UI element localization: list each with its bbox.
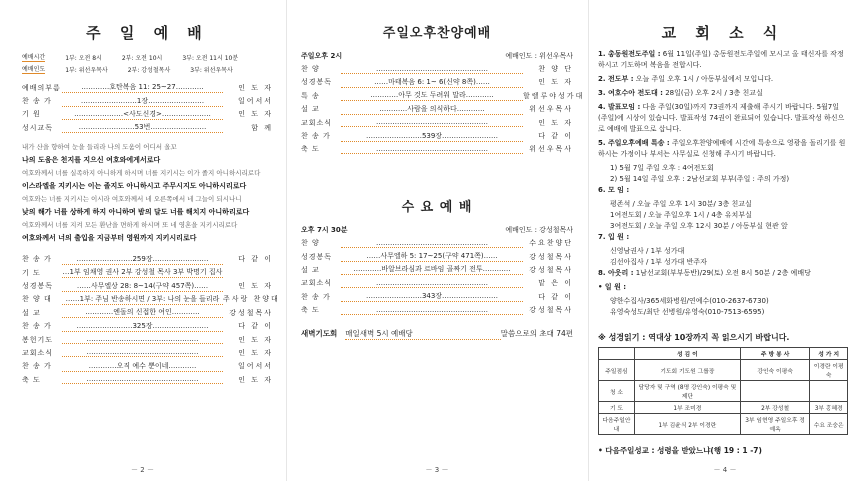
order-row	[301, 129, 573, 142]
order-label: 성시교독	[22, 123, 54, 132]
dawn-prayer	[301, 327, 573, 340]
order-row	[301, 76, 573, 89]
service-times	[22, 51, 273, 75]
page-number: － 4 －	[713, 466, 737, 474]
order-content: …………바알브라심과 르바임 골짜기 전투…………	[341, 264, 523, 275]
table-cell	[810, 381, 848, 402]
news-item: 6. 모 임 :	[598, 186, 630, 194]
news-sub-list	[598, 296, 848, 318]
order-label: 교회소식	[22, 348, 54, 357]
order-leader: 인 도 자	[238, 348, 273, 357]
order-content: ……사무엘상 28: 8~14(구약 457쪽)……	[62, 281, 223, 292]
order-content: …………………………………………	[341, 145, 523, 154]
order-label: 설 교	[301, 265, 320, 274]
responsive-reading	[22, 141, 273, 245]
news-item: • 일 원 :	[598, 283, 627, 291]
reading-line: 여호와께서 너를 실족하지 아니하게 하시며 너를 지키시는 이가 졸지 아니하시리로다	[22, 168, 261, 177]
reading-line: 이스라엘을 지키시는 이는 졸지도 아니하시고 주무시지도 아니하시리로다	[22, 181, 247, 190]
order-leader: 강성철목사	[229, 308, 273, 317]
order-leader: 수요찬양단	[529, 239, 573, 248]
page-number: － 2 －	[131, 466, 154, 474]
order-label: 찬 송 가	[22, 97, 52, 106]
service-label: 예배인도	[22, 66, 46, 73]
reading-line: 나의 도움은 천지를 지으신 여호와에게서로다	[22, 155, 161, 164]
table-cell: 청 소	[599, 381, 635, 402]
sub-line: 김선아집사 / 1부 성가대 반주자	[610, 258, 707, 266]
service-leader: 예배인도 : 강성철목사	[505, 225, 573, 234]
order-row	[22, 320, 273, 333]
service-leader: 예배인도 : 위선우목사	[505, 51, 573, 60]
dawn-note: 말씀으로의 초대 74편	[500, 329, 573, 339]
order-label: 찬 송 가	[22, 362, 52, 371]
order-leader: 주사랑 찬양대	[223, 295, 280, 304]
service-item: 2부: 강성철목사	[127, 66, 171, 74]
order-leader: 강성철목사	[529, 306, 573, 315]
order-label: 설 교	[22, 308, 41, 317]
news-item: 8. 아웃리 : 1남선교회(부부동반)/29(토) 오전 8시 50분 / 2층 예배당	[598, 269, 811, 277]
order-leader: 인 도 자	[238, 375, 273, 384]
order-content: …………사람을 의식하다…………	[341, 104, 523, 115]
order-row	[22, 373, 273, 386]
order-leader: 인 도 자	[238, 335, 273, 344]
table-cell: 2부 강성철	[740, 402, 810, 414]
service-row	[22, 63, 273, 75]
service-time: 주일오후 2시	[301, 51, 343, 60]
news-list	[598, 49, 848, 160]
order-row	[22, 81, 273, 94]
reading-line: 내가 산을 향하여 눈을 들리라 나의 도움이 어디서 올꼬	[22, 142, 177, 151]
table-cell: 담당자 및 구역 (8명 강인숙) 이평숙 및 제단	[634, 381, 740, 402]
order-row	[301, 89, 585, 102]
order-leader: 인 도 자	[238, 83, 273, 92]
order-content: …………………………………………	[341, 118, 523, 127]
order-row	[301, 116, 573, 129]
order-leader: 맡 은 이	[538, 279, 573, 288]
sub-line: 유영숙성도/최단 선병원/유영숙(010-7513-6595)	[610, 308, 765, 316]
order-row	[22, 306, 273, 319]
sub-line: 1) 5월 7일 주일 오후 : 4여전도회	[610, 164, 714, 172]
order-leader: 함 께	[251, 123, 273, 132]
reading-line: 여호와께서 너의 출입을 지금부터 영원까지 지키시리로다	[22, 233, 197, 242]
order-row	[301, 143, 573, 156]
order-leader: 다 같 이	[538, 292, 573, 301]
order-row	[301, 277, 573, 290]
order-row	[22, 266, 273, 279]
order-label: 찬 송 가	[22, 322, 52, 331]
news-item: 3. 여호수아 전도대 : 28일(금) 오후 2시 / 3층 친교실	[598, 89, 763, 97]
reading-line: 여호와는 너를 지키시는 이시라 여호와께서 네 오른쪽에서 네 그늘이 되시나니	[22, 194, 242, 203]
order-content: …………아무 것도 두려워 말라…………	[341, 90, 523, 101]
sub-line: 2) 5월 14일 주일 오후 : 2남선교회 부부(주일 : 주의 가정)	[610, 175, 790, 183]
order-label: 봉헌기도	[22, 335, 54, 344]
table-cell: 기도회 기도원 그룹장	[634, 360, 740, 381]
order-row	[22, 108, 273, 121]
order-content: …………………………………………	[341, 65, 523, 74]
duty-table	[598, 347, 848, 435]
order-content: …………………<사도신경>…………………	[62, 109, 223, 120]
page-title: 교 회 소 식	[661, 24, 785, 42]
page-title: 주 일 예 배	[86, 24, 209, 42]
table-cell	[740, 381, 810, 402]
order-row	[301, 250, 573, 263]
table-cell: 이경란 이평숙	[810, 360, 848, 381]
order-row	[301, 263, 573, 276]
order-row	[22, 346, 273, 359]
table-cell: 주일점심	[599, 360, 635, 381]
order-label: 교회소식	[301, 118, 333, 127]
order-content: …………호탄복음 11: 25~27…………	[62, 82, 223, 93]
order-leader: 강성철목사	[529, 252, 573, 261]
news-item: 4. 발표모임 : 다음 주일(30일)까지 73권까지 제출해 주시기 바랍니다. 5월7일(주일)에 시상이 있습니다. 발표작성 74권이 완료되어 있습니다. 발표작성 하신으로 예배에 발표으로 삽니다.	[598, 103, 845, 133]
order-leader: 인 도 자	[238, 282, 273, 291]
bible-reading-note: ※ 성경읽기 : 역대상 10장까지 꼭 읽으시기 바랍니다.	[598, 333, 790, 342]
order-content: …………엔돌의 신접한 여인…………	[62, 307, 223, 318]
order-label: 예배의부름	[22, 83, 61, 92]
news-item: 2. 전도부 : 오늘 주일 오후 1시 / 아동부실에서 모입니다.	[598, 75, 774, 83]
page-church-news	[590, 0, 860, 481]
worship-order	[22, 81, 273, 135]
table-row	[599, 414, 848, 435]
order-row	[22, 360, 273, 373]
sub-line: 신영남권사 / 1부 성가대	[610, 247, 685, 255]
next-sermon: • 다음주일성교 : 성령을 받았느냐(행 19 : 1 -7)	[598, 446, 762, 455]
service-label: 예배시간	[22, 54, 46, 61]
order-content: ……………………325장……………………	[62, 321, 223, 332]
service-header	[301, 49, 573, 62]
order-row	[22, 94, 273, 107]
dawn-label: 새벽기도회	[301, 329, 338, 339]
order-label: 축 도	[301, 306, 320, 315]
order-leader: 찬 양 단	[538, 65, 573, 74]
order-content: ……………………53번……………………	[62, 122, 223, 133]
order-leader: 다 같 이	[538, 132, 573, 141]
table-cell: 다음주일안내	[599, 414, 635, 435]
news-item: 1. 총동원전도주일 : 6월 11일(주일) 총동원전도주일에 모시고 올 태신자를 작정하시고 기도하며 복음을 전합시다.	[598, 50, 844, 69]
order-label: 성경봉독	[22, 282, 54, 291]
order-content: ……………………1장……………………	[62, 96, 223, 107]
service-row	[22, 51, 273, 63]
service-item: 3부: 위선우목사	[190, 66, 233, 74]
order-leader: 위선우목사	[529, 145, 573, 154]
service-item: 1부: 오전 8시	[65, 54, 102, 62]
order-label: 찬 양	[301, 239, 320, 248]
order-row	[22, 333, 273, 346]
news-item: 7. 입 원 :	[598, 233, 630, 241]
table-header: 주 방 봉 사	[740, 348, 810, 360]
order-content: …………………………………………	[341, 239, 523, 248]
order-row	[301, 103, 573, 116]
table-cell: 3부 임현영 주일오후 정예옥	[740, 414, 810, 435]
news-sub-list	[598, 163, 848, 185]
service-item: 1부: 위선우목사	[65, 66, 108, 74]
service-time: 오후 7시 30분	[301, 225, 348, 234]
order-content: …………………………………………	[62, 375, 223, 384]
news-sub-list	[598, 246, 848, 268]
wednesday-title: 수 요 예 배	[401, 200, 473, 216]
order-content: ……………………539장……………………	[341, 131, 523, 142]
order-label: 특 송	[301, 91, 320, 100]
order-leader: 다 같 이	[238, 255, 273, 264]
sub-line: 1여전도회 / 오늘 주일오후 1시 / 4층 유치부실	[610, 211, 752, 219]
dawn-time: 매일새벽 5시 예배당	[345, 328, 500, 340]
order-content: …………………………………………	[62, 335, 223, 344]
order-content: …………오직 예수 뿐이네…………	[62, 361, 223, 372]
order-content: ……………………343장……………………	[341, 291, 523, 302]
order-label: 축 도	[301, 145, 320, 154]
order-row	[301, 237, 573, 250]
order-content: …………………………………………	[62, 348, 223, 357]
order-label: 축 도	[22, 375, 41, 384]
worship-order-2	[22, 253, 280, 387]
order-row	[301, 62, 573, 75]
service-item: 3부: 오전 11시 10분	[182, 54, 239, 62]
table-row	[599, 360, 848, 381]
order-row	[22, 253, 273, 266]
order-label: 찬 양	[301, 65, 320, 74]
order-content: …………………………………………	[341, 306, 523, 315]
sub-line: 양한수집사/365세화병원/연예수(010-2637-6730)	[610, 297, 769, 305]
table-cell: 1부 김윤식 2부 이경란	[634, 414, 740, 435]
table-cell: 1부 조미경	[634, 402, 740, 414]
sub-line: 3여전도회 / 오늘 주일 오후 12시 30분 / 아동부실 현관 앞	[610, 222, 788, 230]
table-header: 성 김 이	[634, 348, 740, 360]
page-divider	[588, 0, 589, 481]
order-label: 성경봉독	[301, 78, 333, 87]
table-cell: 기 도	[599, 402, 635, 414]
order-content: ……1부: 주님 반송하시면 / 3부: 나의 눈을 들리라	[62, 294, 223, 305]
order-leader: 할렐루야성가대	[523, 91, 585, 100]
order-row	[22, 279, 273, 292]
order-label: 기 원	[22, 110, 41, 119]
page-number: － 3 －	[425, 466, 449, 474]
order-label: 설 교	[301, 105, 320, 114]
order-label: 찬 송 가	[301, 292, 331, 301]
service-item: 2부: 오전 10시	[121, 54, 163, 62]
page-afternoon-worship	[287, 0, 587, 481]
order-leader: 인 도 자	[538, 118, 573, 127]
order-content: ……………………259장……………………	[62, 254, 223, 265]
order-content: …………………………………………	[341, 279, 523, 288]
table-cell: 강인숙 이평숙	[740, 360, 810, 381]
table-row	[599, 402, 848, 414]
order-leader: 강성철목사	[529, 265, 573, 274]
order-leader: 위선우목사	[529, 105, 573, 114]
table-cell: 3부 홍혜경	[810, 402, 848, 414]
page-sunday-worship	[0, 0, 285, 481]
order-content: ……사무엘하 5: 17~25(구약 471쪽)……	[341, 251, 523, 262]
order-label: 찬 양 대	[22, 295, 52, 304]
order-leader: 일어서서	[237, 97, 273, 106]
order-content: …1부 임채영 권사 2부 강성철 목사 3부 박명기 집사	[62, 268, 223, 277]
wednesday-order	[301, 237, 573, 317]
reading-line: 낮의 해가 너를 상하게 하지 아니하며 밤의 달도 너를 해치지 아니하리로다	[22, 207, 250, 216]
order-label: 찬 송 가	[301, 132, 331, 141]
worship-order	[301, 62, 585, 156]
service-header	[301, 223, 573, 236]
order-leader: 인 도 자	[238, 110, 273, 119]
news-item: 5. 주일오후예배 특송 : 주일오후찬양예배에 시간에 특송으로 영광을 돌리기를 원하시는 가정이나 부서는 사무실로 신청해 주시기 바랍니다.	[598, 139, 846, 158]
order-leader: 일어서서	[237, 362, 273, 371]
table-cell: 수요 조숭은	[810, 414, 848, 435]
reading-line: 여호와께서 너를 지켜 모든 환난을 면하게 하시며 또 네 영혼을 지키시리로다	[22, 220, 238, 229]
order-leader: 인 도 자	[538, 78, 573, 87]
order-row	[22, 121, 273, 134]
order-label: 기 도	[22, 268, 41, 277]
table-row	[599, 381, 848, 402]
news-sub-list	[598, 199, 848, 232]
order-row	[301, 290, 573, 303]
order-row	[22, 293, 280, 306]
order-label: 찬 송 가	[22, 255, 52, 264]
order-label: 성경봉독	[301, 252, 333, 261]
order-content: ……마태복음 6: 1~ 6(신약 8쪽)……	[341, 77, 523, 88]
order-leader: 다 같 이	[238, 322, 273, 331]
order-row	[301, 303, 573, 316]
table-header: 성 가 지	[810, 348, 848, 360]
sub-line: 평존석 / 오늘 주일 오후 1시 30분/ 3층 친교실	[610, 200, 752, 208]
order-label: 교회소식	[301, 279, 333, 288]
page-title: 주일오후찬양예배	[382, 26, 492, 41]
